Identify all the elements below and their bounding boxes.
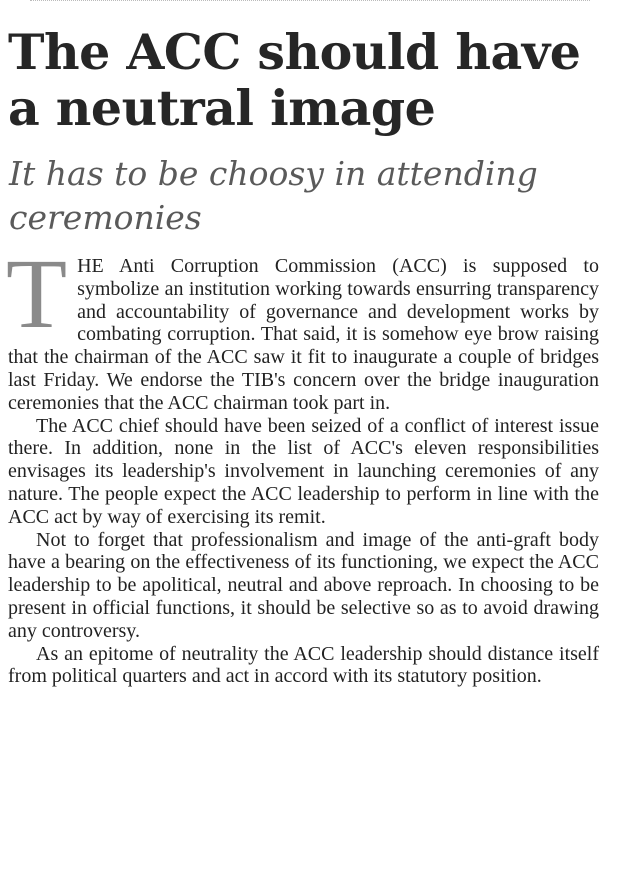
paragraph-2: The ACC chief should have been seized of a conflict of interest issue there. In addition, none in the list of ACC's eleven responsibilities envisages its leadership's involvement in launching ceremonies of any nature. The people expect the ACC leadership to perform in line with the ACC act by way of exercising its remit. — [8, 414, 599, 528]
article-body — [6, 238, 599, 688]
paragraph-4: As an epitome of neutrality the ACC leadership should distance itself from political quarters and act in accord with its statutory position. — [8, 642, 599, 688]
paragraph-3: Not to forget that professionalism and image of the anti-graft body have a bearing on the effectiveness of its functioning, we expect the ACC leadership to be apolitical, neutral and above reproach. In choosing to be present in official functions, it should be selective so as to avoid drawing any controversy. — [8, 528, 599, 642]
paragraph-1 — [6, 238, 599, 415]
paragraph-1-text: HE Anti Corruption Commission (ACC) is supposed to symbolize an institution working towards ensurring transparency and accountability of governance and development works by combating corruption. That said, it is somehow eye brow raising that the chairman of the ACC saw it fit to inaugurate a couple of bridges last Friday. We endorse the TIB's concern over the bridge inauguration ceremonies that the ACC chairman took part in. — [8, 255, 599, 414]
top-divider — [30, 0, 590, 4]
drop-cap: T — [6, 238, 68, 349]
subheadline: It has to be choosy in attending ceremonies — [9, 154, 538, 237]
headline: The ACC should have a neutral image — [8, 23, 581, 137]
